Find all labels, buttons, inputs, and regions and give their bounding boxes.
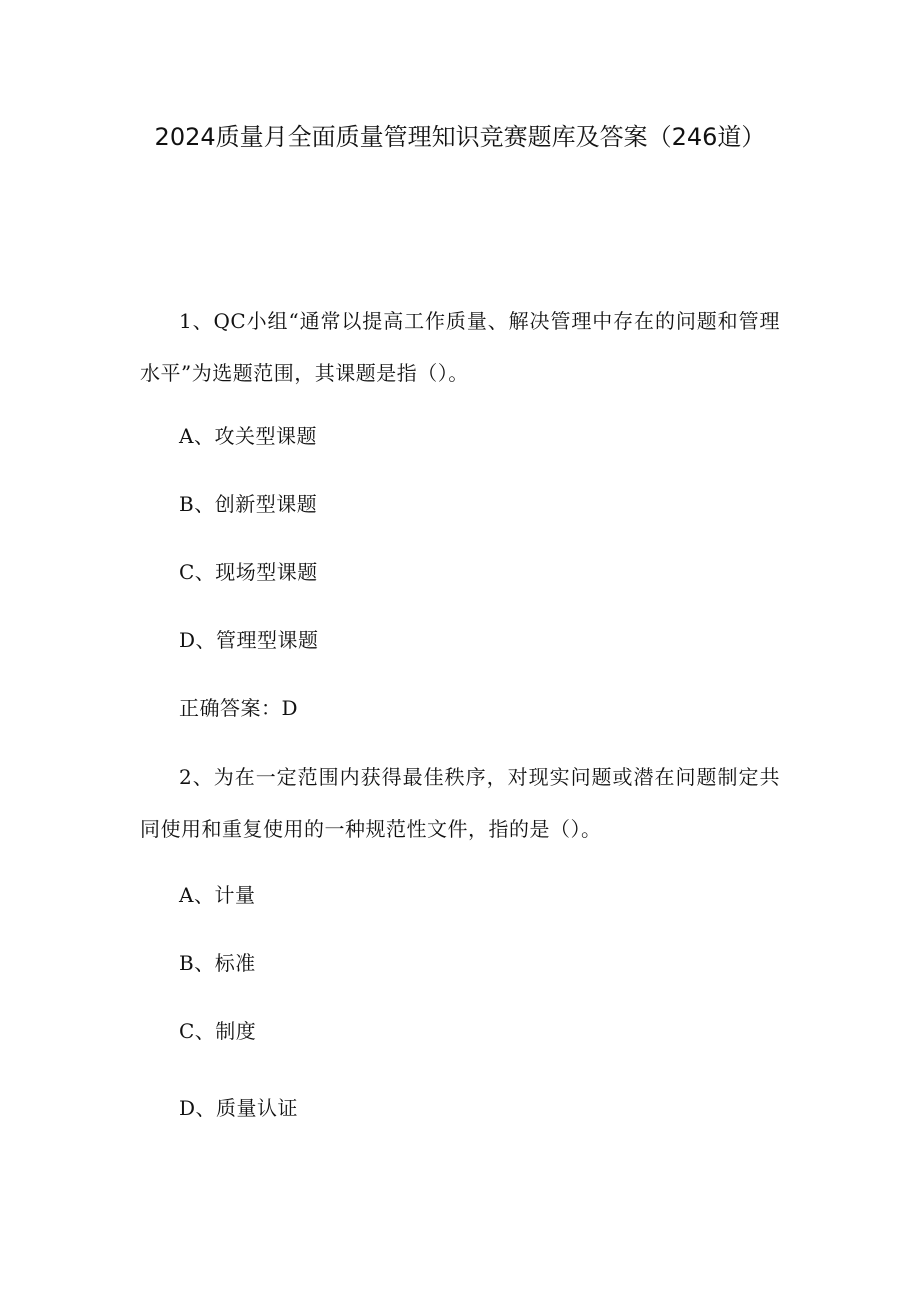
question-2-stem: 2、为在一定范围内获得最佳秩序，对现实问题或潜在问题制定共同使用和重复使用的一种规范性文件，指的是（）。 xyxy=(140,765,780,841)
question-1-answer: 正确答案：D xyxy=(179,696,299,720)
question-2-option-a: A、计量 xyxy=(179,883,256,907)
question-1-option-d: D、管理型课题 xyxy=(179,628,319,652)
document-title: 2024质量月全面质量管理知识竞赛题库及答案（246道） xyxy=(154,123,766,151)
question-1-option-a: A、攻关型课题 xyxy=(179,424,317,448)
question-2-option-d: D、质量认证 xyxy=(179,1096,299,1120)
question-2-option-b: B、标准 xyxy=(179,951,256,975)
question-1-option-b: B、创新型课题 xyxy=(179,492,318,516)
question-1-option-c: C、现场型课题 xyxy=(179,560,318,584)
question-1-stem: 1、QC小组“通常以提高工作质量、解决管理中存在的问题和管理水平”为选题范围，其课题是指（）。 xyxy=(140,309,780,385)
question-2-option-c: C、制度 xyxy=(179,1019,257,1043)
